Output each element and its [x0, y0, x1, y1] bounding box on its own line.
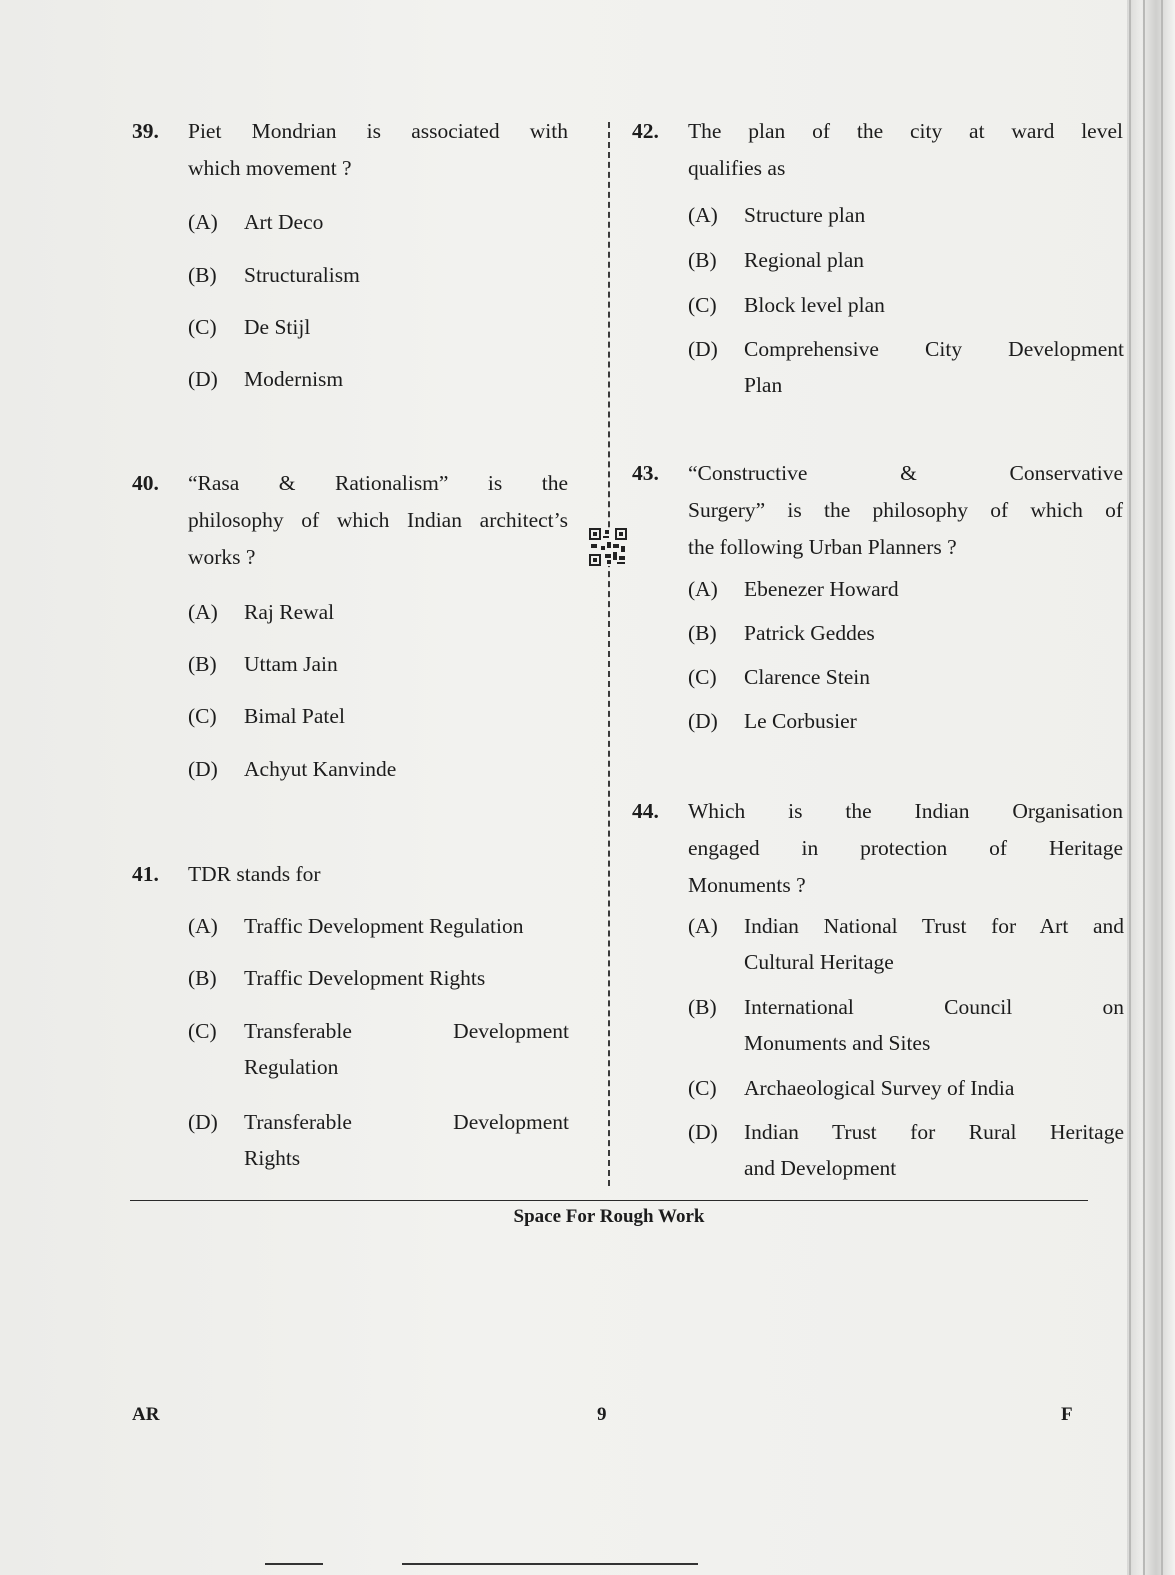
question-text-line: which movement ? — [188, 156, 352, 180]
question-text-line: Piet Mondrian is associated with — [188, 119, 568, 143]
option-text-line: De Stijl — [244, 315, 311, 339]
footer-page-number: 9 — [597, 1404, 607, 1425]
option-label: (B) — [188, 966, 217, 990]
column-divider — [608, 122, 610, 1186]
option-label: (D) — [688, 337, 718, 361]
question-text-line: philosophy of which Indian architect’s — [188, 508, 568, 532]
bottom-mark — [265, 1563, 323, 1565]
question-text-line: qualifies as — [688, 156, 786, 180]
bottom-mark — [402, 1563, 698, 1565]
page-edge-line — [1161, 0, 1163, 1575]
question-number: 43. — [632, 461, 659, 485]
option-text-line: Raj Rewal — [244, 600, 335, 624]
option-label: (C) — [688, 665, 717, 689]
footer-subject-code: AR — [132, 1404, 160, 1425]
page-edge-strip — [1127, 0, 1175, 1575]
option-label: (D) — [188, 367, 218, 391]
option-label: (A) — [188, 600, 218, 624]
option-text-line: Cultural Heritage — [744, 950, 894, 974]
question-text-line: TDR stands for — [188, 862, 321, 886]
option-text-line: Indian Trust for Rural Heritage — [744, 1120, 1124, 1144]
option-label: (C) — [188, 315, 217, 339]
page-edge-line — [1143, 0, 1145, 1575]
question-number: 44. — [632, 799, 659, 823]
option-text-line: Ebenezer Howard — [744, 577, 899, 601]
option-text-line: Indian National Trust for Art and — [744, 914, 1124, 938]
option-text-line: Plan — [744, 373, 783, 397]
option-text-line: Clarence Stein — [744, 665, 870, 689]
option-text-line: Patrick Geddes — [744, 621, 875, 645]
question-text-line: the following Urban Planners ? — [688, 535, 957, 559]
option-text-line: Traffic Development Rights — [244, 966, 486, 990]
question-number: 41. — [132, 862, 159, 886]
option-label: (B) — [188, 652, 217, 676]
question-text-line: “Constructive & Conservative — [688, 461, 1123, 485]
option-text-line: Transferable Development — [244, 1019, 569, 1043]
option-label: (C) — [188, 704, 217, 728]
option-label: (B) — [688, 995, 717, 1019]
option-text-line: Monuments and Sites — [744, 1031, 931, 1055]
option-text-line: Achyut Kanvinde — [244, 757, 397, 781]
question-text-line: Monuments ? — [688, 873, 806, 897]
rough-work-heading: Space For Rough Work — [513, 1206, 705, 1227]
option-text-line: Block level plan — [744, 293, 885, 317]
page-edge-line — [1129, 0, 1131, 1575]
option-text-line: Comprehensive City Development — [744, 337, 1124, 361]
footer-booklet-series: F — [1061, 1404, 1073, 1425]
option-label: (D) — [688, 1120, 718, 1144]
option-label: (A) — [688, 203, 718, 227]
option-label: (D) — [188, 1110, 218, 1134]
option-label: (B) — [688, 621, 717, 645]
option-text-line: Archaeological Survey of India — [744, 1076, 1015, 1100]
option-text-line: Art Deco — [244, 210, 324, 234]
option-text-line: Modernism — [244, 367, 344, 391]
question-text-line: The plan of the city at ward level — [688, 119, 1123, 143]
option-text-line: Regulation — [244, 1055, 339, 1079]
option-label: (B) — [188, 263, 217, 287]
option-text-line: Transferable Development — [244, 1110, 569, 1134]
question-text-line: “Rasa & Rationalism” is the — [188, 471, 568, 495]
option-label: (C) — [188, 1019, 217, 1043]
option-text-line: Regional plan — [744, 248, 865, 272]
option-text-line: Rights — [244, 1146, 301, 1170]
option-label: (D) — [688, 709, 718, 733]
option-text-line: Traffic Development Regulation — [244, 914, 524, 938]
option-text-line: Structuralism — [244, 263, 360, 287]
question-number: 39. — [132, 119, 159, 143]
option-label: (A) — [188, 914, 218, 938]
rough-work-rule — [130, 1200, 1088, 1201]
option-text-line: Bimal Patel — [244, 704, 345, 728]
question-text-line: engaged in protection of Heritage — [688, 836, 1123, 860]
question-number: 42. — [632, 119, 659, 143]
option-text-line: Uttam Jain — [244, 652, 338, 676]
option-label: (C) — [688, 293, 717, 317]
option-text-line: Structure plan — [744, 203, 866, 227]
question-text-line: works ? — [188, 545, 256, 569]
option-label: (D) — [188, 757, 218, 781]
question-number: 40. — [132, 471, 159, 495]
option-label: (A) — [688, 914, 718, 938]
option-label: (A) — [688, 577, 718, 601]
option-text-line: and Development — [744, 1156, 897, 1180]
question-text-line: Surgery” is the philosophy of which of — [688, 498, 1123, 522]
option-text-line: Le Corbusier — [744, 709, 857, 733]
option-label: (A) — [188, 210, 218, 234]
option-label: (C) — [688, 1076, 717, 1100]
option-text-line: International Council on — [744, 995, 1124, 1019]
question-text-line: Which is the Indian Organisation — [688, 799, 1123, 823]
qr-code-icon — [589, 528, 627, 566]
option-label: (B) — [688, 248, 717, 272]
